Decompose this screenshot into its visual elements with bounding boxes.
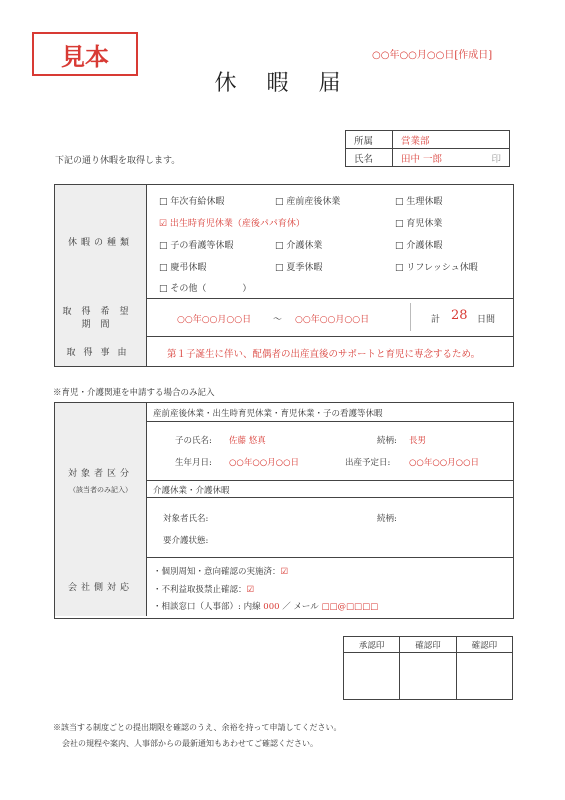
created-date: ○○年○○月○○日[作成日] [372,50,493,61]
period-end[interactable]: ○○年○○月○○日 [295,315,370,325]
check-icon[interactable]: ☑ [246,585,255,595]
option-refresh[interactable]: □ リフレッシュ休暇 [395,263,478,273]
approval-table [343,636,513,700]
approval-header: 承認印 [344,637,400,653]
target-section [54,402,514,619]
period-sep: 〜 [273,315,283,325]
option-menstrual[interactable]: □ 生理休暇 [395,197,443,207]
total-unit: 日間 [477,315,496,325]
option-other[interactable]: □ その他（ ） [159,284,252,294]
child-name[interactable]: 佐藤 悠真 [229,436,266,446]
leave-type-label: 休暇の種類 [55,185,147,298]
company-line3 [153,600,378,612]
dept-value[interactable]: 営業部 [393,131,510,149]
total-days[interactable]: 28 [451,308,468,323]
option-bereavement[interactable]: □ 慶弔休暇 [159,263,207,273]
care-header: 介護休業・介護休暇 [153,486,230,496]
company-label: 会社側対応 [55,557,147,616]
birth-label: 生年月日: [175,458,212,468]
birth-value[interactable]: ○○年○○月○○日 [229,458,300,468]
confirm-cell-2[interactable] [456,653,512,700]
intro-text: 下記の通り休暇を取得します。 [55,156,181,166]
seal-mark: 印 [491,153,501,165]
confirm-header-2: 確認印 [456,637,512,653]
applicant-table [345,130,510,167]
reason-text[interactable]: 第１子誕生に伴い、配偶者の出産直後のサポートと育児に専念するため。 [167,349,481,360]
option-annual[interactable]: □ 年次有給休暇 [159,197,225,207]
company-line1-text: ・個別周知・意向確認の実施済： [153,567,281,577]
period-label [55,298,147,336]
company-line2 [153,583,254,595]
note-heading: ※育児・介護関連を申請する場合のみ記入 [53,388,215,398]
company-line2-text: ・不利益取扱禁止確認： [153,585,247,595]
email-label: ／ メール [282,602,319,612]
child-name-label: 子の氏名: [175,436,212,446]
relation-label: 続柄: [377,436,397,446]
check-icon[interactable]: ☑ [280,567,289,577]
name-label: 氏名 [346,149,393,167]
page-title: 休暇届 [214,71,371,96]
period-start[interactable]: ○○年○○月○○日 [177,315,252,325]
option-childcare[interactable]: □ 育児休業 [395,219,443,229]
target-label: 対象者区分 [67,468,133,479]
due-label: 出産予定日: [345,458,391,468]
period-label-a: 取得希望 [62,307,139,317]
footer-note-1: ※該当する制度ごとの提出期限を確認のうえ、余裕を持って申請してください。 [53,723,342,732]
email-value[interactable]: □□@□□□□ [321,602,379,612]
name-cell[interactable] [393,149,510,167]
extension-value[interactable]: 000 [263,602,280,612]
period-label-b: 期間 [81,320,120,330]
total-label: 計 [431,315,441,325]
confirm-cell-1[interactable] [400,653,456,700]
reason-label: 取得事由 [55,336,147,366]
footer-note-2: 会社の規程や案内、人事部からの最新通知もあわせてご確認ください。 [62,739,318,748]
approval-cell[interactable] [344,653,400,700]
name-value: 田中 一郎 [401,153,443,165]
option-summer[interactable]: □ 夏季休暇 [275,263,323,273]
target-label-box [55,403,147,557]
sample-stamp: 見本 [32,32,138,76]
option-paternity[interactable]: ☑ 出生時育児休業（産後パパ育休） [159,219,305,229]
care-status-label: 要介護状態: [163,536,209,546]
option-maternity[interactable]: □ 産前産後休業 [275,197,341,207]
confirm-header-1: 確認印 [400,637,456,653]
relation-value[interactable]: 長男 [409,436,427,446]
company-line3-text: ・相談窓口（人事部）: 内線 [153,602,261,612]
care-relation-label: 続柄: [377,514,397,524]
company-line1 [153,565,288,577]
care-name-label: 対象者氏名: [163,514,209,524]
childcare-header: 産前産後休業・出生時育児休業・育児休業・子の看護等休暇 [153,409,383,419]
option-care-leave[interactable]: □ 介護休業 [275,241,323,251]
dept-label: 所属 [346,131,393,149]
due-value[interactable]: ○○年○○月○○日 [409,458,480,468]
option-care-holiday[interactable]: □ 介護休暇 [395,241,443,251]
option-child-nursing[interactable]: □ 子の看護等休暇 [159,241,234,251]
leave-section [54,184,514,367]
target-sublabel: （該当者のみ記入） [69,485,132,494]
